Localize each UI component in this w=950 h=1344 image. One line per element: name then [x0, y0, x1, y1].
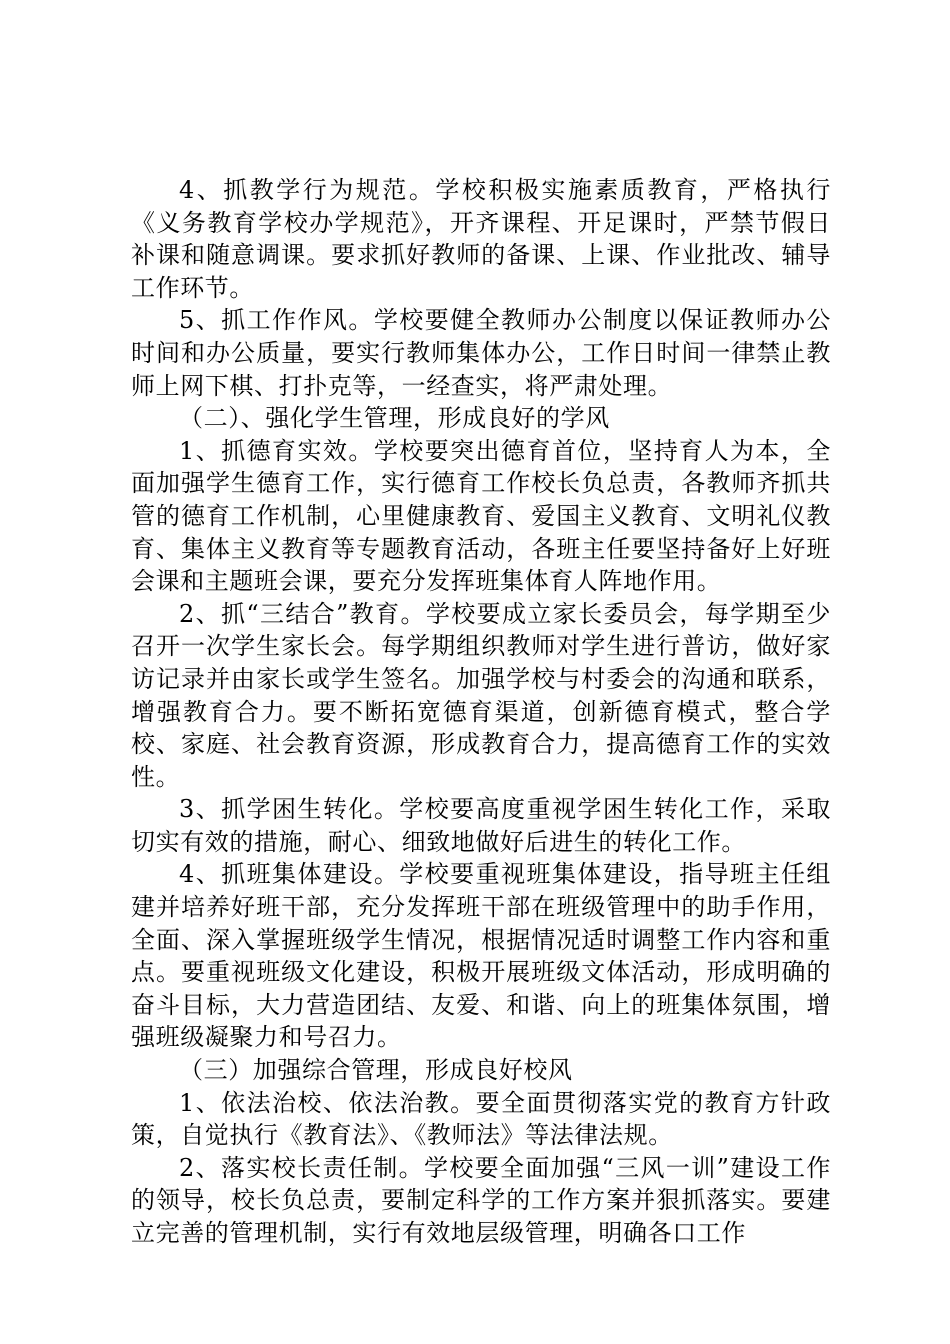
paragraph-teaching-standards: 4、抓教学行为规范。学校积极实施素质教育，严格执行《义务教育学校办学规范》，开齐课程、开足课时，严禁节假日补课和随意调课。要求抓好教师的备课、上课、作业批改、辅导工作环节。: [131, 176, 831, 302]
paragraph-three-combination: 2、抓“三结合”教育。学校要成立家长委员会，每学期至少召开一次学生家长会。每学期组织教师对学生进行普访，做好家访记录并由家长或学生签名。加强学校与村委会的沟通和联系，增强教育合力。要不断拓宽德育渠道，创新德育模式，整合学校、家庭、社会教育资源，形成教育合力，提高德育工作的实效性。: [131, 599, 831, 791]
paragraph-moral-education: 1、抓德育实效。学校要突出德育首位，坚持育人为本，全面加强学生德育工作，实行德育工作校长负总责，各教师齐抓共管的德育工作机制，心里健康教育、爱国主义教育、文明礼仪教育、集体主义教育等专题教育活动，各班主任要坚持备好上好班会课和主题班会课，要充分发挥班集体育人阵地作用。: [131, 436, 831, 596]
document-body: [131, 174, 831, 1250]
paragraph-struggling-students: 3、抓学困生转化。学校要高度重视学困生转化工作，采取切实有效的措施，耐心、细致地做好后进生的转化工作。: [131, 795, 831, 856]
paragraph-work-style: 5、抓工作作风。学校要健全教师办公制度以保证教师办公时间和办公质量，要实行教师集体办公，工作日时间一律禁止教师上网下棋、打扑克等，一经查实，将严肃处理。: [131, 306, 831, 400]
section-heading-student-management: （二）、强化学生管理，形成良好的学风: [179, 404, 610, 433]
section-heading-comprehensive-management: （三）加强综合管理，形成良好校风: [179, 1056, 573, 1085]
paragraph-rule-of-law: 1、依法治校、依法治教。要全面贯彻落实党的教育方针政策，自觉执行《教育法》、《教师法》等法律法规。: [131, 1088, 831, 1150]
paragraph-principal-responsibility: 2、落实校长责任制。学校要全面加强“三风一训”建设工作的领导，校长负总责，要制定科学的工作方案并狠抓落实。要建立完善的管理机制，实行有效地层级管理，明确各口工作: [131, 1153, 831, 1247]
paragraph-class-building: 4、抓班集体建设。学校要重视班集体建设，指导班主任组建并培养好班干部，充分发挥班干部在班级管理中的助手作用，全面、深入掌握班级学生情况，根据情况适时调整工作内容和重点。要重视班级文化建设，积极开展班级文体活动，形成明确的奋斗目标，大力营造团结、友爱、和谐、向上的班集体氛围，增强班级凝聚力和号召力。: [131, 860, 831, 1052]
